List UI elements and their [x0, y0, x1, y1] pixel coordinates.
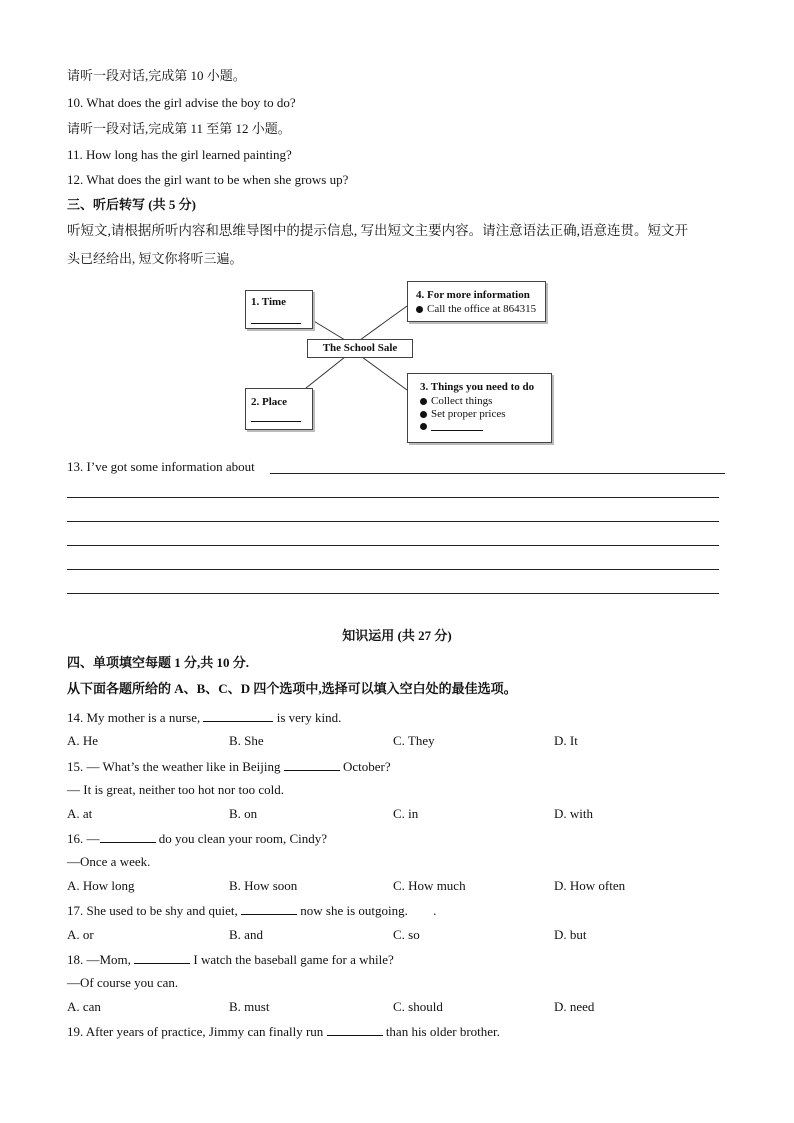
mind-map-center-box [307, 339, 413, 358]
mind-map-info-item [416, 303, 536, 315]
section-three-instruction-1: 听短文,请根据所听内容和思维导图中的提示信息, 写出短文主要内容。请注意语法正确,语意连贯。短文开 [67, 223, 688, 238]
question-18 [67, 951, 394, 968]
question-15-stem-end: October? [343, 759, 391, 774]
mind-map-things-item [420, 395, 492, 407]
question-16 [67, 830, 327, 847]
question-15-stem: 15. — What’s the weather like in Beijing [67, 759, 281, 774]
mind-map-info-title: 4. For more information [416, 289, 530, 301]
answer-line[interactable] [67, 569, 719, 570]
option-c[interactable]: C. so [393, 927, 420, 942]
option-d[interactable]: D. but [554, 927, 587, 942]
mind-map-time-label: 1. Time [251, 296, 287, 308]
option-a[interactable]: A. He [67, 733, 99, 748]
bullet-icon [420, 398, 427, 405]
mind-map-center-label: The School Sale [322, 342, 398, 354]
question-16-stem-end: do you clean your room, Cindy? [158, 831, 327, 846]
question-18-reply: —Of course you can. [67, 975, 179, 990]
things-blank [431, 422, 483, 431]
answer-line[interactable] [67, 497, 719, 498]
q11-12-instruction: 请听一段对话,完成第 11 至第 12 小题。 [67, 121, 291, 136]
question-19 [67, 1023, 500, 1040]
option-b[interactable]: B. and [229, 927, 263, 942]
mind-map-things-box [407, 373, 552, 443]
section-three-instruction-2: 头已经给出, 短文你将听三遍。 [67, 251, 243, 266]
answer-blank[interactable] [241, 902, 297, 915]
question-15-reply: — It is great, neither too hot nor too cold. [67, 782, 284, 797]
mind-map-time-box [245, 290, 313, 329]
answer-blank[interactable] [284, 758, 340, 771]
option-a[interactable]: A. or [67, 927, 94, 942]
answer-blank[interactable] [134, 951, 190, 964]
answer-line[interactable] [67, 593, 719, 594]
question-16-stem: 16. — [67, 831, 100, 846]
q10-instruction: 请听一段对话,完成第 10 小题。 [67, 68, 246, 83]
knowledge-heading-text: 知识运用 (共 27 分) [342, 628, 452, 643]
question-11: 11. How long has the girl learned painting? [67, 147, 292, 162]
question-16-reply: —Once a week. [67, 854, 151, 869]
option-c[interactable]: C. in [393, 806, 419, 821]
question-12: 12. What does the girl want to be when she grows up? [67, 172, 349, 187]
option-d[interactable]: D. It [554, 733, 578, 748]
question-14-stem: 14. My mother is a nurse, [67, 710, 201, 725]
option-b[interactable]: B. How soon [229, 878, 298, 893]
question-19-stem-end: than his older brother. [385, 1024, 500, 1039]
mind-map-things-item [420, 408, 506, 420]
section-four-heading: 四、单项填空每题 1 分,共 10 分. [67, 655, 250, 670]
mind-map-info-box [407, 281, 546, 322]
mind-map-things-text: Set proper prices [431, 408, 506, 420]
knowledge-heading [0, 628, 794, 644]
mind-map-things-text: Collect things [431, 395, 493, 407]
question-18-stem: 18. —Mom, [67, 952, 131, 967]
option-d[interactable]: D. How often [554, 878, 626, 893]
section-four-instruction: 从下面各题所给的 A、B、C、D 四个选项中,选择可以填入空白处的最佳选项。 [67, 681, 517, 696]
question-14 [67, 709, 341, 726]
question-17 [67, 902, 436, 919]
answer-blank[interactable] [327, 1023, 383, 1036]
mind-map-info-text: Call the office at 864315 [427, 303, 537, 315]
mind-map-things-item [420, 422, 483, 431]
answer-line[interactable] [270, 473, 725, 474]
place-blank [251, 409, 301, 422]
option-d[interactable]: D. need [554, 999, 595, 1014]
mind-map-place-label: 2. Place [251, 396, 288, 408]
answer-line[interactable] [67, 521, 719, 522]
bullet-icon [420, 423, 427, 430]
question-13-text: 13. I’ve got some information about [67, 459, 255, 474]
mind-map-things-title: 3. Things you need to do [420, 381, 535, 393]
option-c[interactable]: C. should [393, 999, 443, 1014]
option-b[interactable]: B. She [229, 733, 264, 748]
option-a[interactable]: A. can [67, 999, 101, 1014]
answer-blank[interactable] [100, 830, 156, 843]
question-15 [67, 758, 391, 775]
option-a[interactable]: A. How long [67, 878, 135, 893]
option-c[interactable]: C. How much [393, 878, 466, 893]
section-three-heading: 三、听后转写 (共 5 分) [67, 197, 196, 212]
option-c[interactable]: C. They [393, 733, 435, 748]
time-blank [251, 311, 301, 324]
option-a[interactable]: A. at [67, 806, 93, 821]
question-17-stem: 17. She used to be shy and quiet, [67, 903, 238, 918]
question-19-stem: 19. After years of practice, Jimmy can finally run [67, 1024, 324, 1039]
question-13-prompt [67, 459, 255, 475]
option-b[interactable]: B. on [229, 806, 258, 821]
question-17-period: . [433, 903, 437, 918]
bullet-icon [420, 411, 427, 418]
option-b[interactable]: B. must [229, 999, 270, 1014]
question-18-stem-end: I watch the baseball game for a while? [193, 952, 394, 967]
answer-line[interactable] [67, 545, 719, 546]
bullet-icon [416, 306, 423, 313]
mind-map-place-box [245, 388, 313, 430]
question-10: 10. What does the girl advise the boy to do? [67, 95, 296, 110]
question-14-stem-end: is very kind. [276, 710, 342, 725]
option-d[interactable]: D. with [554, 806, 593, 821]
answer-blank[interactable] [203, 709, 273, 722]
question-17-stem-end: now she is outgoing. [300, 903, 408, 918]
mind-map-connectors [0, 0, 794, 460]
